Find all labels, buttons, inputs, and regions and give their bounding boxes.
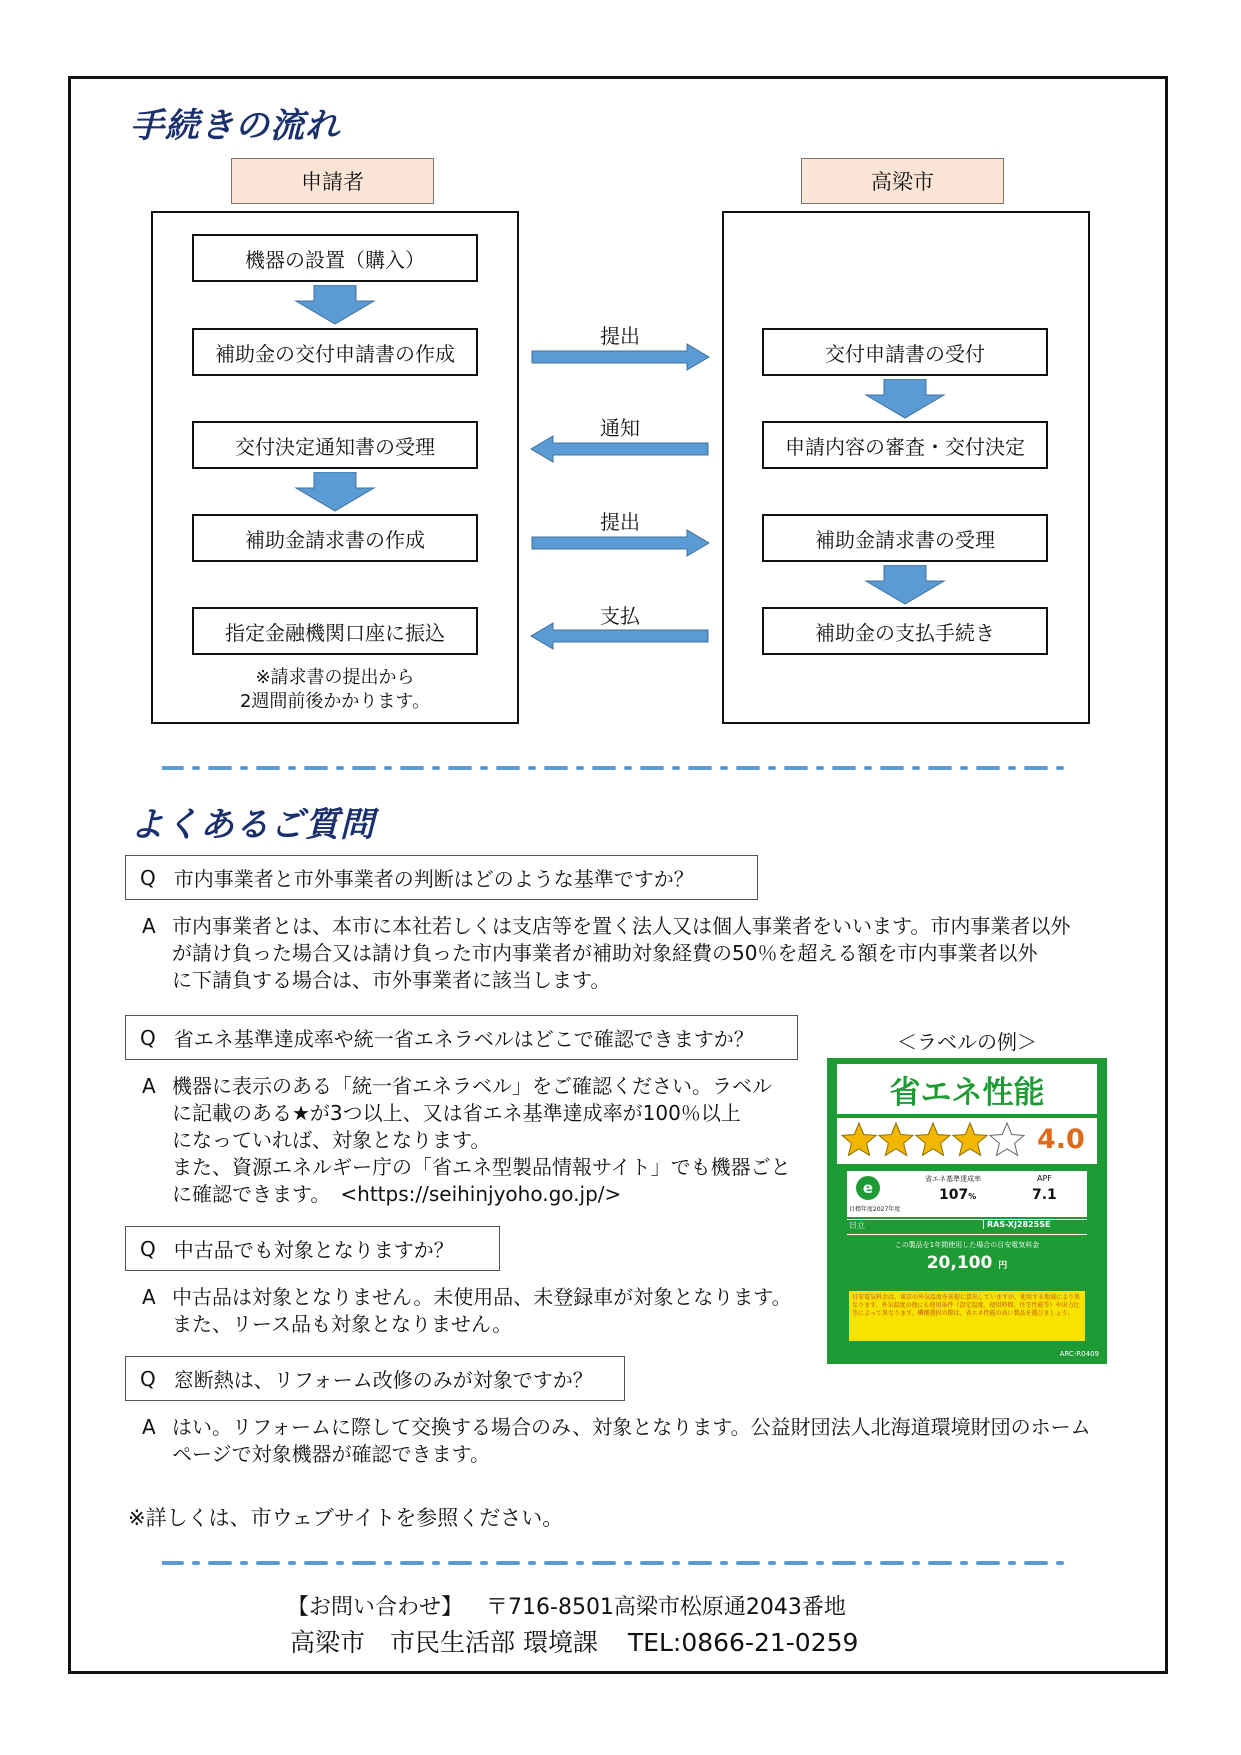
flow-note-line2: 2週間前後かかります。 bbox=[239, 691, 430, 712]
down-arrow-icon bbox=[294, 285, 376, 325]
q-mark: Q bbox=[140, 1025, 156, 1050]
left-arrow-icon bbox=[529, 435, 709, 463]
q-mark: Q bbox=[140, 865, 156, 890]
label-example-caption: ＜ラベルの例＞ bbox=[897, 1030, 1037, 1054]
e-mark-icon bbox=[855, 1175, 881, 1201]
down-arrow-icon bbox=[294, 472, 376, 512]
applicant-step-transfer: 指定金融機関口座に振込 bbox=[192, 607, 478, 655]
label-model: RAS-XJ2825SE bbox=[983, 1220, 1050, 1229]
answer-line: はい。リフォームに際して交換する場合のみ、対象となります。公益財団法人北海道環境財団のホーム bbox=[172, 1415, 1091, 1439]
answer-line: に下請負する場合は、市外事業者に該当します。 bbox=[172, 968, 611, 992]
label-cost-label: この製品を1年間使用した場合の目安電気料金 bbox=[894, 1241, 1040, 1249]
label-rating-value: 4.0 bbox=[1037, 1124, 1085, 1155]
right-arrow-icon bbox=[531, 529, 711, 557]
question-text: 省エネ基準達成率や統一省エネラベルはどこで確認できますか？ bbox=[173, 1027, 754, 1051]
applicant-step-decision-receipt: 交付決定通知書の受理 bbox=[192, 421, 478, 469]
label-achievement-label: 省エネ基準達成率 bbox=[925, 1175, 981, 1183]
answer-line: が請け負った場合又は請け負った市内事業者が補助対象経費の50％を超える額を市内事業者以外 bbox=[172, 941, 1038, 965]
city-step-claim-receipt: 補助金請求書の受理 bbox=[762, 514, 1048, 562]
left-arrow-icon bbox=[529, 622, 709, 650]
faq-footnote: ※詳しくは、市ウェブサイトを参照ください。 bbox=[128, 1506, 564, 1530]
question-text: 窓断熱は、リフォーム改修のみが対象ですか？ bbox=[173, 1368, 593, 1392]
arrow-label-payment: 支払 bbox=[600, 604, 640, 628]
applicant-step-application: 補助金の交付申請書の作成 bbox=[192, 328, 478, 376]
label-achievement-value bbox=[939, 1187, 976, 1203]
a-mark: A bbox=[142, 1074, 156, 1098]
achievement-number: 107 bbox=[939, 1187, 969, 1203]
answer-line: 市内事業者とは、本市に本社若しくは支店等を置く法人又は個人事業者をいいます。市内事業者以外 bbox=[172, 914, 1071, 938]
contact-address: 〒716-8501高梁市松原通2043番地 bbox=[486, 1595, 846, 1620]
arrow-label-notify: 通知 bbox=[600, 416, 640, 440]
cost-unit: 円 bbox=[998, 1261, 1008, 1271]
faq-answer-1 bbox=[142, 913, 1082, 994]
city-header: 高梁市 bbox=[801, 158, 1004, 204]
contact-line-2 bbox=[290, 1623, 858, 1659]
dash-dot-divider bbox=[162, 1560, 1072, 1566]
city-step-review: 申請内容の審査・交付決定 bbox=[762, 421, 1048, 469]
question-text: 中古品でも対象となりますか？ bbox=[173, 1238, 454, 1262]
question-text: 市内事業者と市外事業者の判断はどのような基準ですか？ bbox=[173, 867, 694, 891]
contact-label: 【お問い合わせ】 bbox=[287, 1595, 464, 1620]
contact-tel: TEL:0866-21-0259 bbox=[627, 1628, 859, 1657]
arrow-label-submit: 提出 bbox=[600, 324, 640, 348]
answer-line: ページで対象機器が確認できます。 bbox=[172, 1442, 490, 1466]
answer-line: になっていれば、対象となります。 bbox=[172, 1128, 491, 1152]
a-mark: A bbox=[142, 914, 156, 938]
label-apf-value: 7.1 bbox=[1032, 1187, 1057, 1203]
flow-note bbox=[192, 666, 478, 714]
label-info-box bbox=[847, 1171, 1087, 1217]
city-step-receipt: 交付申請書の受付 bbox=[762, 328, 1048, 376]
svg-text:e: e bbox=[862, 1179, 874, 1197]
faq-answer-2 bbox=[142, 1073, 802, 1208]
q-mark: Q bbox=[140, 1236, 156, 1261]
answer-line: 機器に表示のある「統一省エネラベル」をご確認ください。ラベル bbox=[172, 1074, 772, 1098]
city-step-payment: 補助金の支払手続き bbox=[762, 607, 1048, 655]
contact-org: 高梁市 市民生活部 環境課 bbox=[290, 1628, 598, 1657]
down-arrow-icon bbox=[864, 379, 946, 419]
label-notice: 目安電気料金は、東京の外気温度を前提に算出していますが、使用する地域により異なります。外気温度の他にも使用条件（設定温度、使用時間、住宅性能等）や出力比等によって異なります。機種選択の際は、省エネ性能の高い製品を選びましょう。 bbox=[849, 1291, 1085, 1341]
dash-dot-divider bbox=[162, 765, 1072, 771]
answer-line: 中古品は対象となりません。未使用品、未登録車が対象となります。 bbox=[172, 1285, 792, 1309]
q-mark: Q bbox=[140, 1366, 156, 1391]
arrow-label-submit-2: 提出 bbox=[600, 510, 640, 534]
faq-question-2 bbox=[125, 1015, 798, 1060]
answer-line: に確認できます。 <https://seihinjyoho.go.jp/> bbox=[172, 1182, 622, 1206]
faq-title: よくあるご質問 bbox=[130, 805, 375, 845]
down-arrow-icon bbox=[864, 565, 946, 605]
label-year-note: 目標年度2027年度 bbox=[849, 1206, 901, 1213]
applicant-step-claim: 補助金請求書の作成 bbox=[192, 514, 478, 562]
faq-question-1 bbox=[125, 855, 758, 900]
achievement-unit: % bbox=[968, 1192, 977, 1201]
flow-title: 手続きの流れ bbox=[130, 106, 340, 146]
label-rating-row bbox=[837, 1118, 1097, 1164]
applicant-step-install: 機器の設置（購入） bbox=[192, 234, 478, 282]
star-rating-icon bbox=[839, 1118, 1039, 1164]
a-mark: A bbox=[142, 1285, 156, 1309]
flow-note-line1: ※請求書の提出から bbox=[255, 667, 415, 688]
answer-line: また、リース品も対象となりません。 bbox=[172, 1312, 513, 1336]
label-title: 省エネ性能 bbox=[837, 1064, 1097, 1114]
faq-answer-4 bbox=[142, 1414, 1102, 1468]
faq-question-3 bbox=[125, 1226, 500, 1271]
label-maker-row bbox=[847, 1219, 1087, 1235]
label-apf-label: APF bbox=[1037, 1174, 1052, 1183]
answer-line: に記載のある★が3つ以上、又は省エネ基準達成率が100％以上 bbox=[172, 1101, 741, 1125]
cost-number: 20,100 bbox=[926, 1253, 993, 1273]
label-cost-value bbox=[847, 1253, 1087, 1273]
energy-label-image bbox=[827, 1058, 1107, 1364]
answer-line: また、資源エネルギー庁の「省エネ型製品情報サイト」でも機器ごと bbox=[172, 1155, 791, 1179]
label-code: ARC-R0409 bbox=[1059, 1350, 1099, 1358]
contact-line-1 bbox=[287, 1590, 846, 1621]
label-maker: 日立 bbox=[849, 1221, 865, 1230]
applicant-header: 申請者 bbox=[231, 158, 434, 204]
faq-question-4 bbox=[125, 1356, 625, 1401]
a-mark: A bbox=[142, 1415, 156, 1439]
right-arrow-icon bbox=[531, 343, 711, 371]
faq-answer-3 bbox=[142, 1284, 842, 1338]
